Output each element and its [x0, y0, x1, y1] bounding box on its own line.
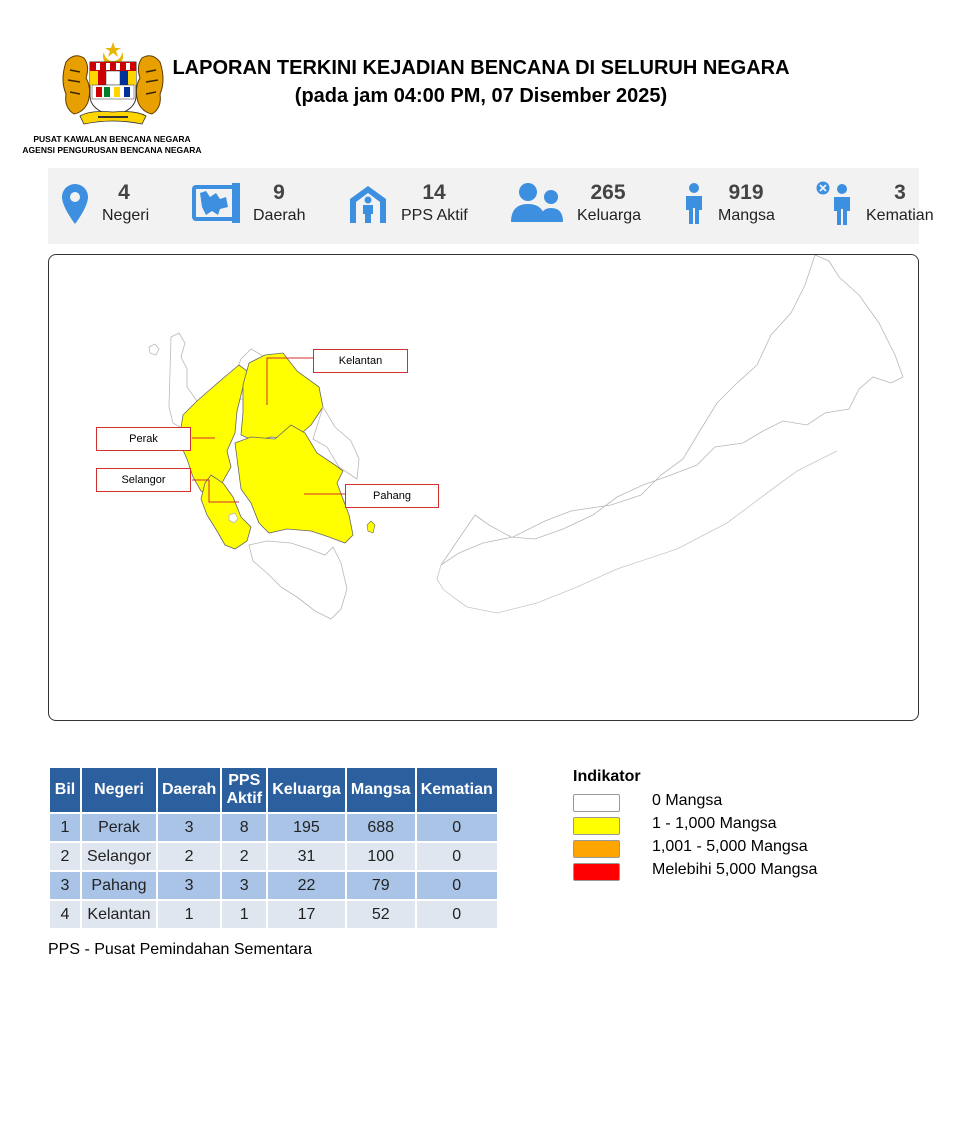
cell-bil: 1	[50, 814, 80, 841]
map-legend	[573, 768, 818, 884]
shelter-icon	[347, 183, 389, 225]
table-header-row	[50, 768, 497, 812]
cell-pps: 1	[222, 901, 266, 928]
cell-mangsa: 79	[347, 872, 415, 899]
stat-daerah-value: 9	[273, 181, 285, 204]
stat-kematian-value: 3	[894, 181, 906, 204]
legend-item	[573, 861, 818, 884]
stat-negeri-value: 4	[118, 181, 130, 204]
cell-kematian: 0	[417, 901, 497, 928]
table-row	[50, 814, 497, 841]
legend-title: Indikator	[573, 768, 641, 785]
cell-bil: 4	[50, 901, 80, 928]
cell-negeri: Pahang	[82, 872, 156, 899]
death-person-icon	[816, 180, 856, 226]
district-map-icon	[192, 183, 240, 223]
stat-pps-label: PPS Aktif	[401, 207, 468, 224]
legend-swatch	[573, 863, 620, 881]
coat-of-arms-logo	[58, 40, 168, 130]
legend-swatch	[573, 840, 620, 858]
cell-keluarga: 17	[268, 901, 344, 928]
map-island	[149, 344, 159, 355]
header-keluarga: Keluarga	[268, 768, 344, 812]
header-bil: Bil	[50, 768, 80, 812]
title-line-2: (pada jam 04:00 PM, 07 Disember 2025)	[294, 85, 668, 107]
person-icon	[682, 182, 706, 226]
stat-keluarga-value: 265	[590, 181, 626, 204]
organization-name	[12, 134, 212, 156]
stat-kematian-label: Kematian	[866, 207, 934, 224]
table-row	[50, 901, 497, 928]
cell-kematian: 0	[417, 843, 497, 870]
legend-item	[573, 838, 808, 861]
org-line-2: AGENSI PENGURUSAN BENCANA NEGARA	[22, 145, 202, 155]
callout-pahang: Pahang	[345, 484, 439, 508]
map-state-south	[249, 541, 347, 619]
legend-label: Melebihi 5,000 Mangsa	[652, 861, 818, 878]
stat-mangsa-label: Mangsa	[718, 207, 775, 224]
stat-negeri-label: Negeri	[102, 207, 150, 224]
cell-pps: 2	[222, 843, 266, 870]
header-negeri: Negeri	[82, 768, 156, 812]
cell-mangsa: 688	[347, 814, 415, 841]
cell-kematian: 0	[417, 872, 497, 899]
cell-pps: 8	[222, 814, 266, 841]
legend-label: 0 Mangsa	[652, 792, 723, 809]
cell-keluarga: 22	[268, 872, 344, 899]
cell-mangsa: 52	[347, 901, 415, 928]
cell-negeri: Kelantan	[82, 901, 156, 928]
cell-keluarga: 195	[268, 814, 344, 841]
cell-bil: 2	[50, 843, 80, 870]
header-kematian: Kematian	[417, 768, 497, 812]
org-line-1: PUSAT KAWALAN BENCANA NEGARA	[33, 134, 191, 144]
cell-daerah: 3	[158, 814, 220, 841]
map-borneo	[441, 255, 903, 565]
table-row	[50, 843, 497, 870]
cell-kematian: 0	[417, 814, 497, 841]
state-summary-table	[48, 766, 499, 930]
title-line-1: LAPORAN TERKINI KEJADIAN BENCANA DI SELURUH NEGARA	[172, 57, 790, 79]
legend-label: 1 - 1,000 Mangsa	[652, 815, 777, 832]
legend-item	[573, 792, 723, 815]
pps-footnote: PPS - Pusat Pemindahan Sementara	[48, 941, 313, 958]
malaysia-map	[48, 254, 919, 721]
legend-swatch	[573, 817, 620, 835]
callout-perak: Perak	[96, 427, 191, 451]
cell-daerah: 3	[158, 872, 220, 899]
location-pin-icon	[60, 182, 90, 226]
cell-mangsa: 100	[347, 843, 415, 870]
map-island-tioman	[367, 521, 375, 533]
cell-keluarga: 31	[268, 843, 344, 870]
summary-stats-bar	[48, 168, 934, 244]
cell-negeri: Perak	[82, 814, 156, 841]
legend-label: 1,001 - 5,000 Mangsa	[652, 838, 808, 855]
table-row	[50, 872, 497, 899]
cell-negeri: Selangor	[82, 843, 156, 870]
cell-daerah: 1	[158, 901, 220, 928]
stat-mangsa-value: 919	[728, 181, 764, 204]
header-mangsa: Mangsa	[347, 768, 415, 812]
stat-keluarga-label: Keluarga	[577, 207, 642, 224]
callout-kelantan: Kelantan	[313, 349, 408, 373]
legend-swatch	[573, 794, 620, 812]
cell-pps: 3	[222, 872, 266, 899]
stat-daerah-label: Daerah	[253, 207, 306, 224]
callout-selangor: Selangor	[96, 468, 191, 492]
header-daerah: Daerah	[158, 768, 220, 812]
family-icon	[510, 182, 566, 224]
stat-pps-value: 14	[422, 181, 446, 204]
cell-bil: 3	[50, 872, 80, 899]
map-state-kelantan	[241, 353, 323, 441]
cell-daerah: 2	[158, 843, 220, 870]
report-title	[165, 54, 797, 110]
legend-item	[573, 815, 777, 838]
header-pps-aktif: PPS Aktif	[222, 768, 266, 812]
